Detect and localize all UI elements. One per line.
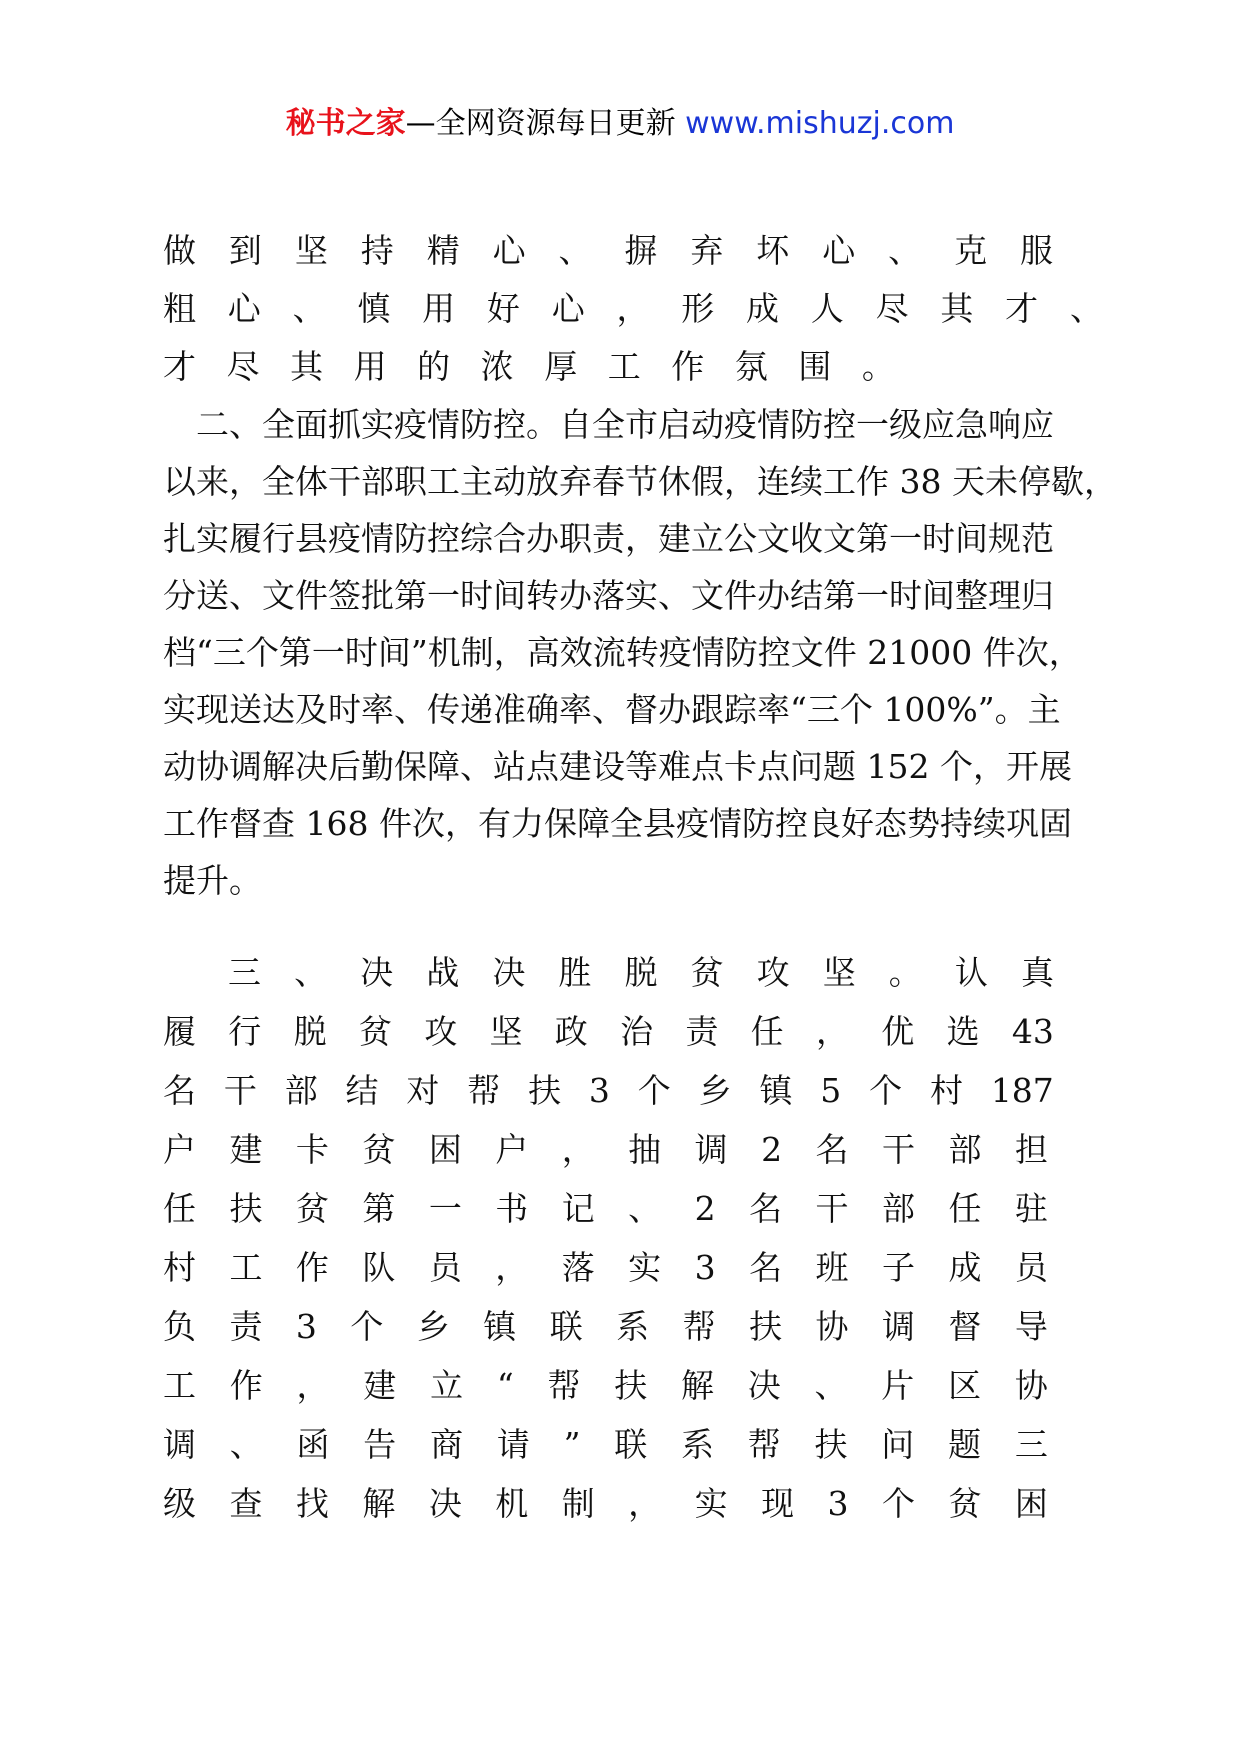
text-char: 决 xyxy=(492,953,526,992)
text-char: 攻 xyxy=(424,1012,458,1051)
text-char: 区 xyxy=(948,1366,982,1405)
paragraph-line xyxy=(163,226,1053,276)
text-char: 贫 xyxy=(358,1012,392,1051)
text-char: 部 xyxy=(948,1130,982,1169)
text-char: 厚 xyxy=(544,347,578,386)
text-char: 任 xyxy=(948,1189,982,1228)
text-char: 干 xyxy=(223,1071,257,1110)
paragraph-line xyxy=(163,284,1103,334)
text-char: 脱 xyxy=(293,1012,327,1051)
paragraph-line: 扎实履行县疫情防控综合办职责，建立公文收文第一时间规范 xyxy=(163,519,1054,558)
text-char: 名 xyxy=(163,1071,196,1110)
text-char: 贫 xyxy=(362,1130,396,1169)
text-char: 调 xyxy=(881,1307,915,1346)
text-char: 。 xyxy=(888,953,922,992)
text-char: 机 xyxy=(495,1484,529,1523)
text-char: 、 xyxy=(628,1189,662,1228)
text-char: 克 xyxy=(954,231,988,270)
text-char: ， xyxy=(616,289,650,328)
text-char: 坏 xyxy=(756,231,790,270)
text-char: 坚 xyxy=(294,231,328,270)
paragraph-text: 主动放弃春节休假，连续工作 38 天未停歇， xyxy=(460,462,1117,501)
text-char: 扶 xyxy=(614,1366,648,1405)
text-char: 贫 xyxy=(690,953,724,992)
text-char: 贫 xyxy=(948,1484,982,1523)
text-char: 个 xyxy=(637,1071,671,1110)
text-char: 、 xyxy=(814,1366,848,1405)
text-char: 弃 xyxy=(690,231,724,270)
text-char: 解 xyxy=(362,1484,396,1523)
header-tagline: —全网资源每日更新 xyxy=(405,106,686,141)
text-char: 战 xyxy=(426,953,460,992)
text-char: 协 xyxy=(815,1307,849,1346)
text-char: 坚 xyxy=(822,953,856,992)
text-char: 决 xyxy=(747,1366,781,1405)
text-char: 才 xyxy=(163,347,196,386)
text-char: ” xyxy=(563,1425,581,1464)
text-char: 扶 xyxy=(528,1071,562,1110)
text-char: 镇 xyxy=(759,1071,793,1110)
text-char: 乡 xyxy=(698,1071,732,1110)
text-char: 的 xyxy=(417,347,451,386)
text-char: 成 xyxy=(746,289,780,328)
text-char: 、 xyxy=(229,1425,263,1464)
section-heading: 二、全面抓实疫情防控。 xyxy=(196,405,559,444)
text-char: 工 xyxy=(163,1366,196,1405)
paragraph-line: 分送、文件签批第一时间转办落实、文件办结第一时间整理归 xyxy=(163,576,1054,615)
text-char: 落 xyxy=(561,1248,595,1287)
text-char: 员 xyxy=(428,1248,462,1287)
text-char: 个 xyxy=(350,1307,384,1346)
text-char: 5 xyxy=(820,1071,842,1110)
paragraph-line: 提升。 xyxy=(163,861,262,900)
text-char: 三 xyxy=(1014,1425,1048,1464)
paragraph-line: 工作督查 168 件次，有力保障全县疫情防控良好态势持续巩固 xyxy=(163,804,1072,843)
text-char: 三 xyxy=(228,953,261,992)
text-char: 个 xyxy=(869,1071,903,1110)
text-char: 胜 xyxy=(558,953,592,992)
text-char: 督 xyxy=(948,1307,982,1346)
text-char: 优 xyxy=(881,1012,915,1051)
paragraph-line xyxy=(163,1184,1048,1234)
text-char: 户 xyxy=(163,1130,196,1169)
page-header xyxy=(0,104,1240,144)
text-char: 一 xyxy=(428,1189,462,1228)
text-char: 心 xyxy=(551,289,585,328)
text-char: 卡 xyxy=(295,1130,329,1169)
paragraph-line: 档“三个第一时间”机制，高效流转疫情防控文件 21000 件次， xyxy=(163,633,1082,672)
text-char: 村 xyxy=(929,1071,963,1110)
text-char: 用 xyxy=(353,347,387,386)
text-char: 选 xyxy=(946,1012,980,1051)
text-char: 建 xyxy=(363,1366,397,1405)
text-char: 调 xyxy=(694,1130,728,1169)
text-char: 责 xyxy=(685,1012,719,1051)
text-char: 第 xyxy=(362,1189,396,1228)
text-char: 服 xyxy=(1019,231,1053,270)
text-char: 43 xyxy=(1011,1012,1054,1051)
text-char: 形 xyxy=(681,289,715,328)
text-char: ， xyxy=(296,1366,330,1405)
text-char: 工 xyxy=(607,347,641,386)
text-char: 187 xyxy=(990,1071,1054,1110)
text-char: 部 xyxy=(881,1189,915,1228)
text-char: 其 xyxy=(940,289,974,328)
text-char: 精 xyxy=(426,231,460,270)
text-char: 协 xyxy=(1014,1366,1048,1405)
text-char: 队 xyxy=(362,1248,396,1287)
text-char: 帮 xyxy=(547,1366,581,1405)
text-char: 名 xyxy=(815,1130,849,1169)
paragraph-line xyxy=(163,1007,1054,1057)
text-char: 导 xyxy=(1014,1307,1048,1346)
text-char: 解 xyxy=(681,1366,714,1405)
text-char: 、 xyxy=(1069,289,1103,328)
text-char: 个 xyxy=(881,1484,915,1523)
text-char: 任 xyxy=(750,1012,784,1051)
text-char: 心 xyxy=(822,231,856,270)
text-char: 子 xyxy=(881,1248,915,1287)
paragraph-line xyxy=(163,1420,1048,1470)
text-char: 联 xyxy=(614,1425,648,1464)
text-char: 担 xyxy=(1014,1130,1048,1169)
text-char: 找 xyxy=(295,1484,329,1523)
text-char: 、 xyxy=(292,289,326,328)
text-char: 心 xyxy=(492,231,526,270)
text-char: 题 xyxy=(948,1425,982,1464)
text-char: 名 xyxy=(749,1189,783,1228)
text-char: 记 xyxy=(561,1189,595,1228)
section-heading-line xyxy=(228,948,1054,998)
text-char: 真 xyxy=(1020,953,1054,992)
text-char: 问 xyxy=(881,1425,915,1464)
text-char: 函 xyxy=(296,1425,330,1464)
text-char: 尽 xyxy=(875,289,909,328)
text-char: 制 xyxy=(561,1484,595,1523)
text-char: 负 xyxy=(163,1307,196,1346)
text-char: “ xyxy=(496,1366,514,1405)
text-char: 氛 xyxy=(734,347,768,386)
text-char: 做 xyxy=(163,231,196,270)
text-char: 履 xyxy=(163,1012,196,1051)
text-char: 户 xyxy=(495,1130,529,1169)
text-char: 请 xyxy=(496,1425,530,1464)
text-char: 抽 xyxy=(628,1130,662,1169)
text-char: 班 xyxy=(815,1248,849,1287)
text-char: 3 xyxy=(827,1484,849,1523)
text-char: 坚 xyxy=(489,1012,523,1051)
text-char: 联 xyxy=(549,1307,583,1346)
paragraph-line xyxy=(163,1125,1048,1175)
text-char: 查 xyxy=(229,1484,263,1523)
paragraph-line xyxy=(163,457,1117,507)
text-char: 扶 xyxy=(749,1307,783,1346)
text-char: 作 xyxy=(295,1248,329,1287)
text-char: 任 xyxy=(163,1189,196,1228)
text-char: 持 xyxy=(360,231,394,270)
paragraph-line xyxy=(163,1302,1048,1352)
text-char: 到 xyxy=(228,231,262,270)
text-char: 系 xyxy=(681,1425,714,1464)
text-char: 实 xyxy=(694,1484,728,1523)
text-char: ， xyxy=(561,1130,595,1169)
text-char: 围 xyxy=(798,347,832,386)
paragraph-text: 以来， xyxy=(163,462,262,501)
text-char: 干 xyxy=(881,1130,915,1169)
text-char: 帮 xyxy=(682,1307,716,1346)
text-char: ， xyxy=(628,1484,662,1523)
text-char: 贫 xyxy=(295,1189,329,1228)
text-char: 作 xyxy=(671,347,705,386)
text-char: 工 xyxy=(229,1248,263,1287)
paragraph-line xyxy=(163,1361,1048,1411)
text-char: 扶 xyxy=(814,1425,848,1464)
paragraph-line xyxy=(163,342,895,392)
text-char: 浓 xyxy=(480,347,514,386)
text-char: 、 xyxy=(294,953,328,992)
text-char: 名 xyxy=(749,1248,783,1287)
text-char: 成 xyxy=(948,1248,982,1287)
paragraph-line xyxy=(163,1479,1048,1529)
brand-name: 秘书之家 xyxy=(285,106,406,141)
text-char: 镇 xyxy=(483,1307,517,1346)
text-char: 、 xyxy=(558,231,592,270)
text-char: 干 xyxy=(815,1189,849,1228)
text-char: 脱 xyxy=(624,953,658,992)
paragraph-line xyxy=(163,1243,1048,1293)
text-char: 2 xyxy=(694,1189,716,1228)
text-char: 作 xyxy=(229,1366,263,1405)
text-char: 立 xyxy=(430,1366,464,1405)
text-char: 治 xyxy=(620,1012,654,1051)
text-char: 乡 xyxy=(416,1307,450,1346)
text-char: 好 xyxy=(486,289,520,328)
text-char: 帮 xyxy=(747,1425,781,1464)
text-char: 商 xyxy=(430,1425,464,1464)
text-char: 困 xyxy=(1014,1484,1048,1523)
text-char: 片 xyxy=(881,1366,915,1405)
text-char: 3 xyxy=(694,1248,716,1287)
text-char: 告 xyxy=(363,1425,397,1464)
text-char: 粗 xyxy=(163,289,196,328)
paragraph-line: 动协调解决后勤保障、站点建设等难点卡点问题 152 个，开展 xyxy=(163,747,1072,786)
text-char: 部 xyxy=(284,1071,318,1110)
text-char: 3 xyxy=(295,1307,317,1346)
text-char: 级 xyxy=(163,1484,196,1523)
text-char: 驻 xyxy=(1014,1189,1048,1228)
text-char: 其 xyxy=(290,347,324,386)
text-char: 人 xyxy=(810,289,844,328)
text-char: 、 xyxy=(888,231,922,270)
text-char: 认 xyxy=(954,953,988,992)
paragraph-line xyxy=(196,400,1054,450)
text-char: 结 xyxy=(345,1071,379,1110)
text-char: 村 xyxy=(163,1248,196,1287)
text-char: 政 xyxy=(554,1012,588,1051)
paragraph-line xyxy=(163,1066,1054,1116)
text-char: ， xyxy=(815,1012,849,1051)
text-char: 困 xyxy=(428,1130,462,1169)
text-char: 书 xyxy=(495,1189,529,1228)
text-char: 系 xyxy=(616,1307,650,1346)
text-char: 实 xyxy=(628,1248,662,1287)
text-char: 摒 xyxy=(624,231,658,270)
text-char: 慎 xyxy=(357,289,391,328)
text-char: 调 xyxy=(163,1425,196,1464)
text-char: 3 xyxy=(588,1071,610,1110)
paragraph-text: 自全市启动疫情防控一级应急响应 xyxy=(559,405,1054,444)
text-char: 责 xyxy=(229,1307,263,1346)
text-char: 决 xyxy=(428,1484,462,1523)
text-char: 。 xyxy=(861,347,895,386)
text-char: 才 xyxy=(1005,289,1039,328)
text-char: 心 xyxy=(227,289,261,328)
text-char: ， xyxy=(495,1248,529,1287)
text-char: 2 xyxy=(761,1130,783,1169)
text-char: 现 xyxy=(761,1484,795,1523)
text-char: 决 xyxy=(360,953,394,992)
text-char: 行 xyxy=(228,1012,262,1051)
text-char: 扶 xyxy=(229,1189,263,1228)
text-char: 尽 xyxy=(226,347,260,386)
site-url-link[interactable]: www.mishuzj.com xyxy=(685,106,955,141)
paragraph-line: 实现送达及时率、传递准确率、督办跟踪率“三个 100%”。主 xyxy=(163,690,1061,729)
text-char: 建 xyxy=(229,1130,263,1169)
text-char: 帮 xyxy=(467,1071,501,1110)
text-char: 对 xyxy=(406,1071,440,1110)
text-char: 员 xyxy=(1014,1248,1048,1287)
emphasis-text: 全体干部职工 xyxy=(262,462,460,501)
text-char: 攻 xyxy=(756,953,790,992)
text-char: 用 xyxy=(422,289,456,328)
